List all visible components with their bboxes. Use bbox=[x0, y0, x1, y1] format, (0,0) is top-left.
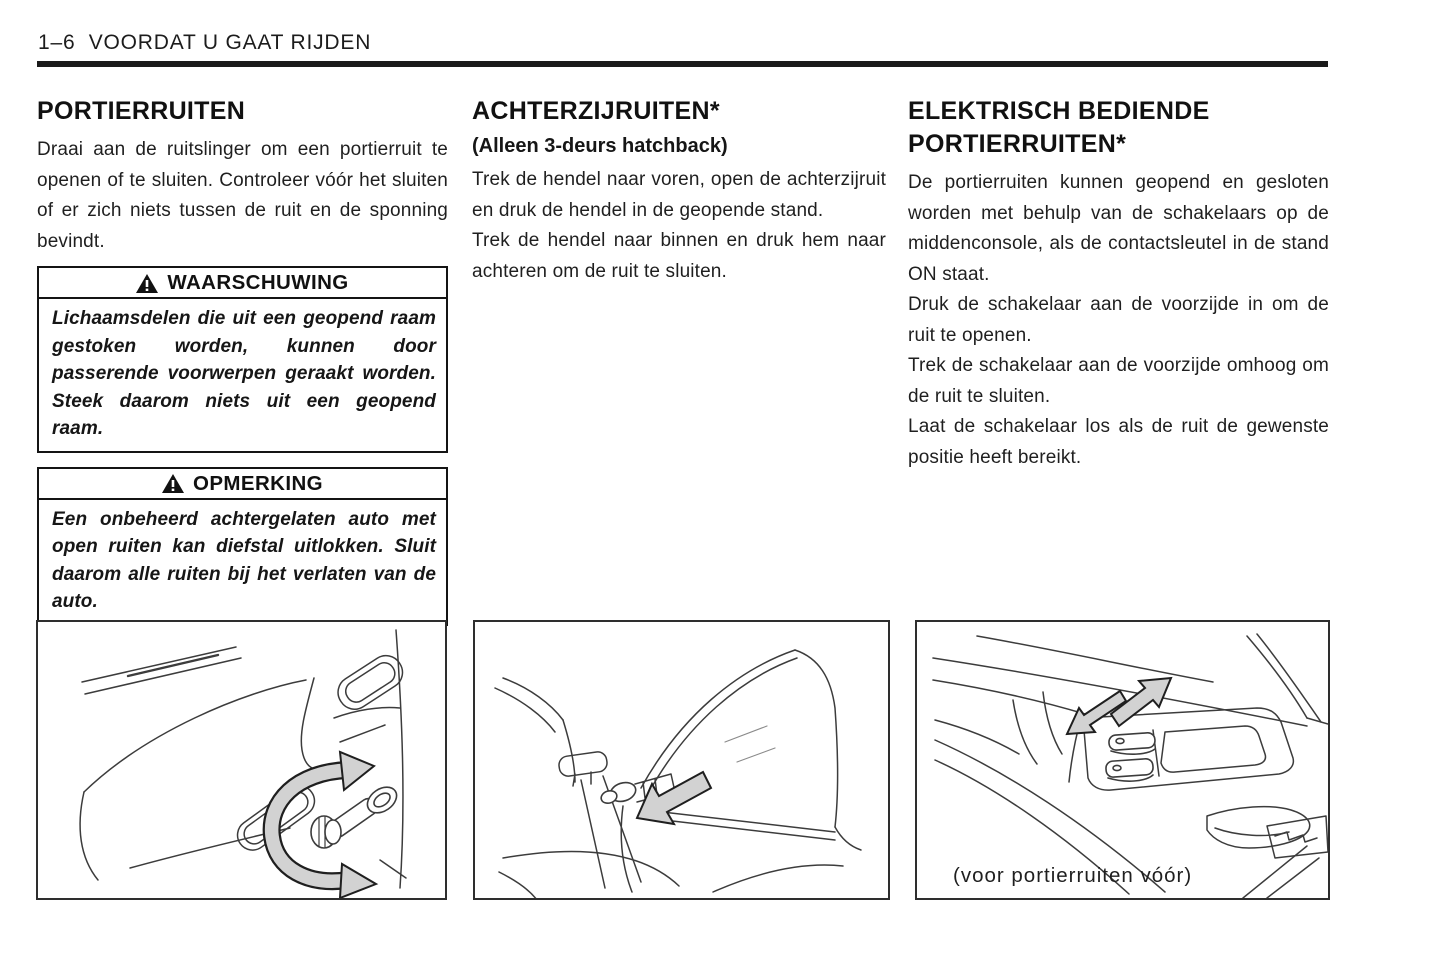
warning-box-header bbox=[39, 268, 446, 299]
portierruiten-body: Draai aan de ruitslinger om een portierruit te openen of te sluiten. Controleer vóór het sluiten of er zich niets tussen de ruit en de sponning bevindt. bbox=[37, 139, 448, 252]
note-box-header bbox=[39, 469, 446, 500]
window-switches bbox=[1105, 732, 1155, 781]
section-title-elektrische-portierruiten: ELEKTRISCH BEDIENDE PORTIERRUITEN* bbox=[908, 97, 1210, 158]
window-crank-handle bbox=[311, 782, 401, 848]
note-box-body: Een onbeheerd achtergelaten auto met open ruiten kan diefstal uitlokken. Sluit daarom alle ruiten bij het verlaten van de auto. bbox=[52, 508, 436, 612]
warning-triangle-icon bbox=[136, 274, 158, 293]
figure-rear-side-window-latch-illustration bbox=[473, 620, 890, 900]
elektrisch-paragraph: Druk de schakelaar aan de voorzijde in om de ruit te openen. bbox=[908, 294, 1329, 346]
achterzijruiten-paragraph: Trek de hendel naar binnen en druk hem naar achteren om de ruit te sluiten. bbox=[472, 230, 886, 282]
note-box-title: OPMERKING bbox=[192, 471, 324, 495]
section-elektrische-portierruiten bbox=[908, 95, 1329, 473]
section-achterzijruiten bbox=[472, 95, 886, 287]
note-triangle-icon bbox=[162, 474, 184, 493]
page-header: 1–6 VOORDAT U GAAT RIJDEN bbox=[38, 31, 372, 54]
window-crank-drawing bbox=[38, 622, 445, 898]
elektrisch-paragraph: Laat de schakelaar los als de ruit de gewenste positie heeft bereikt. bbox=[908, 416, 1329, 468]
elektrisch-paragraph: De portierruiten kunnen geopend en gesloten worden met behulp van de schakelaars op de middenconsole, als de contactsleutel in de stand ON staat. bbox=[908, 172, 1329, 285]
warning-box bbox=[37, 266, 448, 453]
section-title-portierruiten: PORTIERRUITEN bbox=[37, 97, 246, 125]
section-title-achterzijruiten: ACHTERZIJRUITEN* bbox=[472, 97, 720, 125]
header-rule bbox=[37, 61, 1328, 67]
figure-power-window-switches-illustration bbox=[915, 620, 1330, 900]
figure-window-crank-illustration bbox=[36, 620, 447, 900]
console-switches-drawing bbox=[917, 622, 1328, 898]
achterzijruiten-paragraph: Trek de hendel naar voren, open de achterzijruit en druk de hendel in de geopende stand. bbox=[472, 169, 886, 221]
elektrisch-paragraph: Trek de schakelaar aan de voorzijde omhoog om de ruit te sluiten. bbox=[908, 355, 1329, 407]
warning-box-title: WAARSCHUWING bbox=[167, 271, 349, 294]
note-box bbox=[37, 467, 448, 626]
warning-box-body: Lichaamsdelen die uit een geopend raam gestoken worden, kunnen door passerende voorwerpen geraakt worden. Steek daarom niets uit een geopend raam. bbox=[52, 308, 436, 439]
achterzijruiten-subtitle: (Alleen 3-deurs hatchback) bbox=[472, 135, 728, 157]
figure-caption: (voor portierruiten vóór) bbox=[953, 864, 1193, 887]
section-portierruiten bbox=[37, 95, 448, 626]
rear-side-window-drawing bbox=[475, 622, 888, 898]
